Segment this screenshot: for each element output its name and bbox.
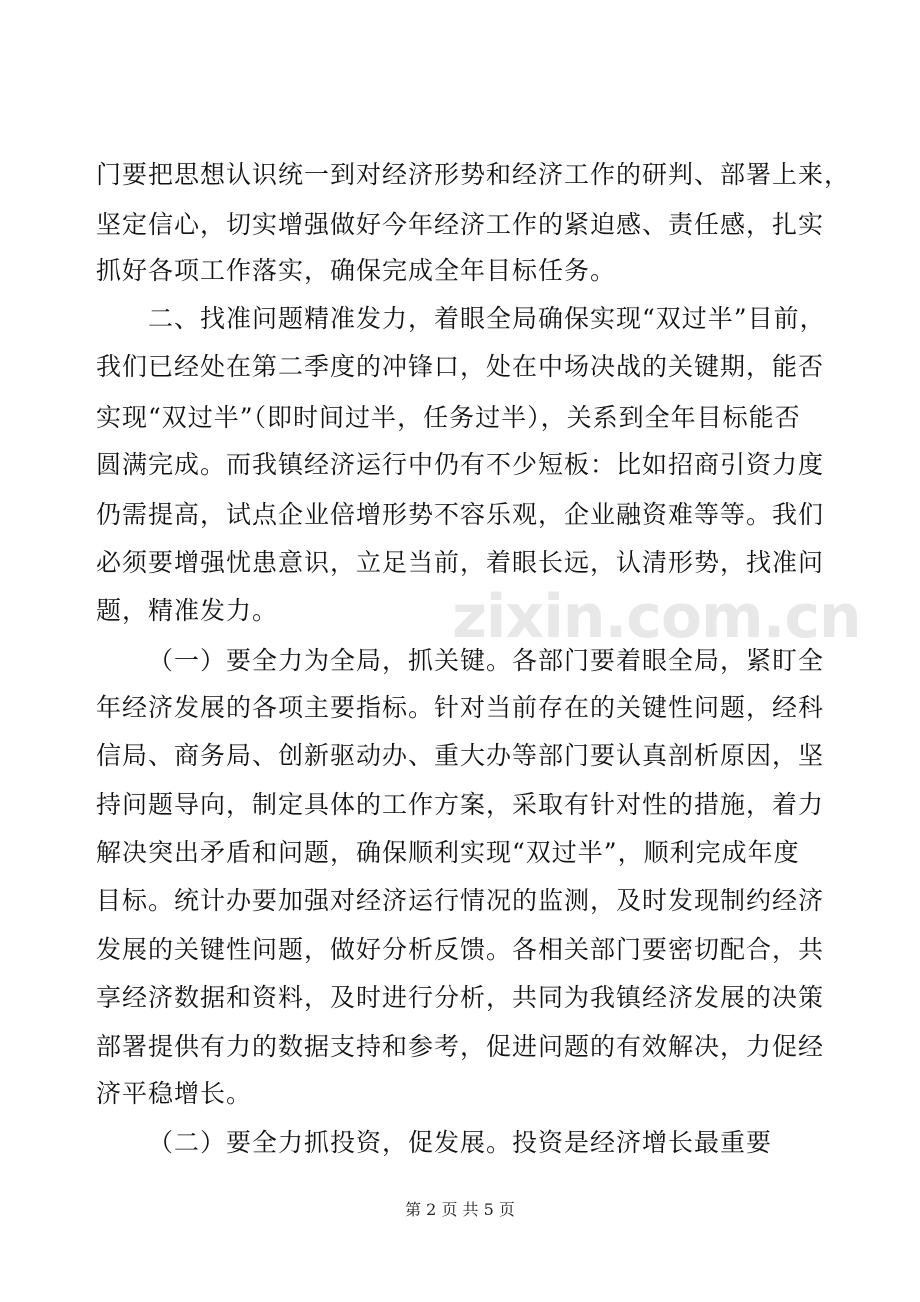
- body-line: 目标。统计办要加强对经济运行情况的监测，及时发现制约经济: [96, 886, 825, 915]
- body-line: 抓好各项工作落实，确保完成全年目标任务。: [96, 256, 617, 285]
- body-line: 发展的关键性问题，做好分析反馈。各相关部门要密切配合，共: [96, 935, 825, 964]
- body-line: 二、找准问题精准发力，着眼全局确保实现“双过半”目前，: [148, 304, 826, 333]
- body-line: 圆满完成。而我镇经济运行中仍有不少短板：比如招商引资力度: [96, 450, 825, 479]
- page-footer: 第 2 页 共 5 页: [405, 1200, 515, 1219]
- body-line: 部署提供有力的数据支持和参考，促进问题的有效解决，力促经: [96, 1032, 825, 1061]
- body-line: 门要把思想认识统一到对经济形势和经济工作的研判、部署上来，: [96, 160, 851, 189]
- body-line: 信局、商务局、创新驱动办、重大办等部门要认真剖析原因，坚: [96, 741, 825, 770]
- body-line: （一）要全力为全局，抓关键。各部门要着眼全局，紧盯全: [148, 646, 825, 675]
- body-line: 我们已经处在第二季度的冲锋口，处在中场决战的关键期，能否: [96, 352, 825, 381]
- watermark: zixin.com.cn: [452, 582, 861, 652]
- body-line: （二）要全力抓投资，促发展。投资是经济增长最重要: [148, 1128, 773, 1157]
- body-line: 仍需提高，试点企业倍增形势不容乐观，企业融资难等等。我们: [96, 500, 825, 529]
- body-line: 题，精准发力。: [96, 596, 279, 625]
- body-line: 持问题导向，制定具体的工作方案，采取有针对性的措施，着力: [96, 790, 825, 819]
- body-line: 坚定信心，切实增强做好今年经济工作的紧迫感、责任感，扎实: [96, 210, 825, 239]
- body-line: 实现“双过半”（即时间过半，任务过半），关系到全年目标能否: [96, 403, 801, 432]
- body-line: 济平稳增长。: [96, 1079, 253, 1108]
- body-line: 解决突出矛盾和问题，确保顺利实现“双过半”，顺利完成年度: [96, 838, 800, 867]
- body-line: 必须要增强忧患意识，立足当前，着眼长远，认清形势，找准问: [96, 548, 825, 577]
- body-line: 享经济数据和资料，及时进行分析，共同为我镇经济发展的决策: [96, 983, 825, 1012]
- body-line: 年经济发展的各项主要指标。针对当前存在的关键性问题，经科: [96, 693, 825, 722]
